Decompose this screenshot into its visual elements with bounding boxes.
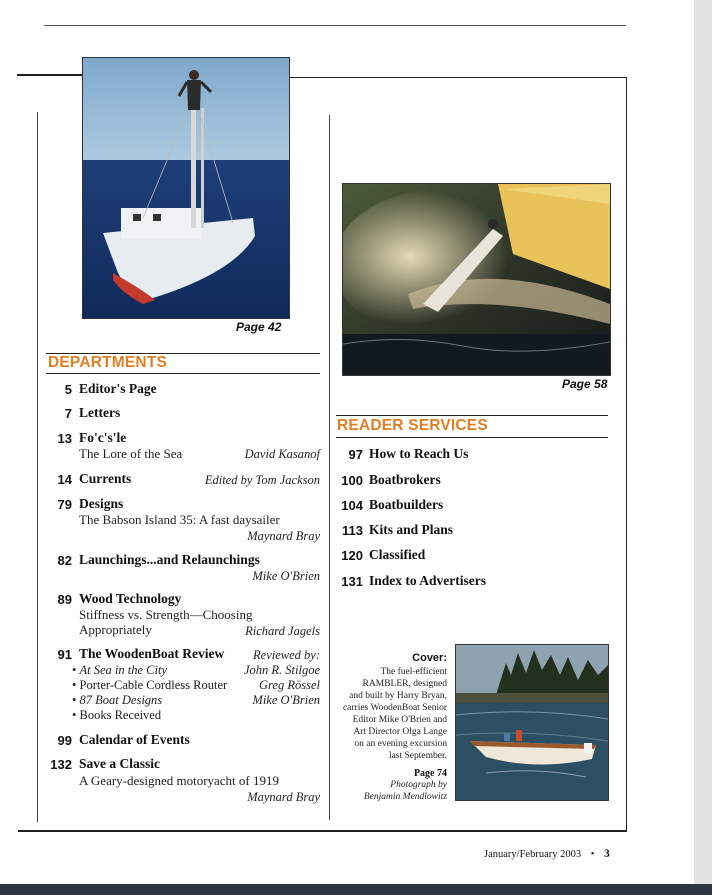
cover-label: Cover: bbox=[412, 652, 447, 664]
header-rule-right bbox=[287, 77, 627, 78]
dept-subtitle: The Lore of the Sea bbox=[79, 446, 183, 461]
dept-byline: Maynard Bray bbox=[247, 790, 320, 804]
dept-title[interactable]: Launchings...and Relaunchings bbox=[79, 552, 260, 567]
dept-byline: Mike O'Brien bbox=[252, 569, 320, 583]
dept-byline: Maynard Bray bbox=[247, 529, 320, 543]
viewer-right-gutter bbox=[694, 0, 712, 895]
service-title[interactable]: Kits and Plans bbox=[369, 522, 454, 537]
footer-date: January/February 2003 bbox=[484, 849, 582, 860]
service-page-number: 131 bbox=[341, 574, 363, 589]
dept-page-number: 91 bbox=[57, 647, 72, 662]
dept-byline: Richard Jagels bbox=[245, 624, 320, 638]
viewer-bottom-bar bbox=[0, 884, 712, 895]
dept-page-number: 89 bbox=[57, 592, 72, 607]
dept-subtitle: The Babson Island 35: A fast daysailer bbox=[79, 512, 280, 527]
photo-mast-climber bbox=[82, 57, 290, 319]
review-bullet: • At Sea in the City bbox=[72, 663, 167, 677]
reader-services-heading: READER SERVICES bbox=[337, 417, 488, 434]
dept-page-number: 14 bbox=[57, 472, 72, 487]
service-page-number: 97 bbox=[348, 447, 363, 462]
review-byline: Mike O'Brien bbox=[252, 693, 320, 707]
service-title[interactable]: Boatbuilders bbox=[369, 497, 444, 512]
dept-page-number: 13 bbox=[57, 431, 72, 446]
review-byline: Greg Rössel bbox=[259, 678, 320, 692]
dept-subtitle-line2: Appropriately bbox=[79, 622, 152, 637]
bottom-rule bbox=[18, 830, 627, 832]
cover-photographer: Benjamin Mendlowitz bbox=[363, 792, 447, 802]
service-title[interactable]: Boatbrokers bbox=[369, 472, 441, 487]
cover-line: Art Director Olga Lange bbox=[353, 727, 447, 737]
service-title[interactable]: How to Reach Us bbox=[369, 446, 469, 461]
page-number: 3 bbox=[604, 848, 610, 860]
cover-credit bbox=[340, 779, 447, 803]
review-title[interactable]: At Sea in the City bbox=[79, 663, 167, 677]
service-title[interactable]: Index to Advertisers bbox=[369, 573, 486, 588]
dept-page-number: 82 bbox=[57, 553, 72, 568]
service-page-number: 113 bbox=[342, 523, 363, 538]
departments-heading: DEPARTMENTS bbox=[48, 354, 168, 371]
photo-cover-boat bbox=[455, 644, 609, 801]
service-page-number: 120 bbox=[341, 548, 363, 563]
cover-page-ref: Page 74 bbox=[413, 768, 447, 779]
dept-subtitle: Stiffness vs. Strength—Choosing bbox=[79, 607, 253, 622]
cover-line: Editor Mike O'Brien and bbox=[352, 715, 447, 725]
reader-services-rule-top bbox=[336, 415, 608, 416]
dept-subtitle: A Geary-designed motoryacht of 1919 bbox=[79, 773, 280, 788]
cover-line: on an evening excursion bbox=[354, 739, 447, 749]
review-title[interactable]: Porter-Cable Cordless Router bbox=[79, 678, 228, 692]
dept-title[interactable]: Designs bbox=[79, 496, 124, 511]
departments-rule-bottom bbox=[46, 373, 320, 374]
dept-title[interactable]: Calendar of Events bbox=[79, 732, 190, 747]
top-rule bbox=[44, 25, 626, 26]
dept-title[interactable]: Wood Technology bbox=[79, 591, 182, 606]
photo-caption-page42: Page 42 bbox=[236, 320, 282, 334]
review-byline: John R. Stilgoe bbox=[243, 663, 320, 677]
frame-left bbox=[37, 112, 38, 822]
frame-right bbox=[626, 77, 627, 831]
service-page-number: 104 bbox=[341, 498, 363, 513]
dept-byline: Reviewed by: bbox=[253, 648, 320, 662]
dept-title[interactable]: Letters bbox=[79, 405, 121, 420]
review-bullet: • Books Received bbox=[72, 708, 162, 722]
header-rule-left bbox=[17, 74, 83, 76]
footer-bullet: • bbox=[590, 849, 595, 860]
dept-title[interactable]: Fo'c's'le bbox=[79, 430, 127, 445]
dept-title[interactable]: Editor's Page bbox=[79, 381, 157, 396]
review-title[interactable]: 87 Boat Designs bbox=[79, 693, 163, 707]
reader-services-rule-bottom bbox=[336, 437, 608, 438]
dept-title[interactable]: Save a Classic bbox=[79, 756, 160, 771]
cover-credit-line: Photograph by bbox=[390, 780, 447, 790]
dept-page-number: 79 bbox=[57, 497, 72, 512]
cover-line: RAMBLER, designed bbox=[362, 679, 447, 689]
photo-heeling-sailboat bbox=[342, 183, 611, 376]
cover-line: carries WoodenBoat Senior bbox=[342, 703, 447, 713]
photo-caption-page58: Page 58 bbox=[562, 377, 608, 391]
cover-line: The fuel-efficient bbox=[380, 667, 447, 677]
review-bullet: • Porter-Cable Cordless Router bbox=[72, 678, 228, 692]
cover-description bbox=[340, 666, 447, 762]
cover-line: last September. bbox=[388, 751, 447, 761]
dept-page-number: 132 bbox=[50, 757, 72, 772]
dept-page-number: 5 bbox=[64, 382, 72, 397]
footer bbox=[484, 848, 610, 860]
dept-page-number: 7 bbox=[64, 406, 72, 421]
cover-line: and built by Harry Bryan, bbox=[349, 691, 447, 701]
service-title[interactable]: Classified bbox=[369, 547, 426, 562]
dept-title[interactable]: The WoodenBoat Review bbox=[79, 646, 225, 661]
column-divider bbox=[329, 115, 330, 820]
review-bullet: • 87 Boat Designs bbox=[72, 693, 163, 707]
service-page-number: 100 bbox=[341, 473, 363, 488]
review-title[interactable]: Books Received bbox=[79, 708, 162, 722]
dept-byline: David Kasanof bbox=[244, 447, 320, 461]
dept-byline: Edited by Tom Jackson bbox=[204, 473, 320, 487]
dept-title[interactable]: Currents bbox=[79, 471, 132, 486]
dept-page-number: 99 bbox=[57, 733, 72, 748]
